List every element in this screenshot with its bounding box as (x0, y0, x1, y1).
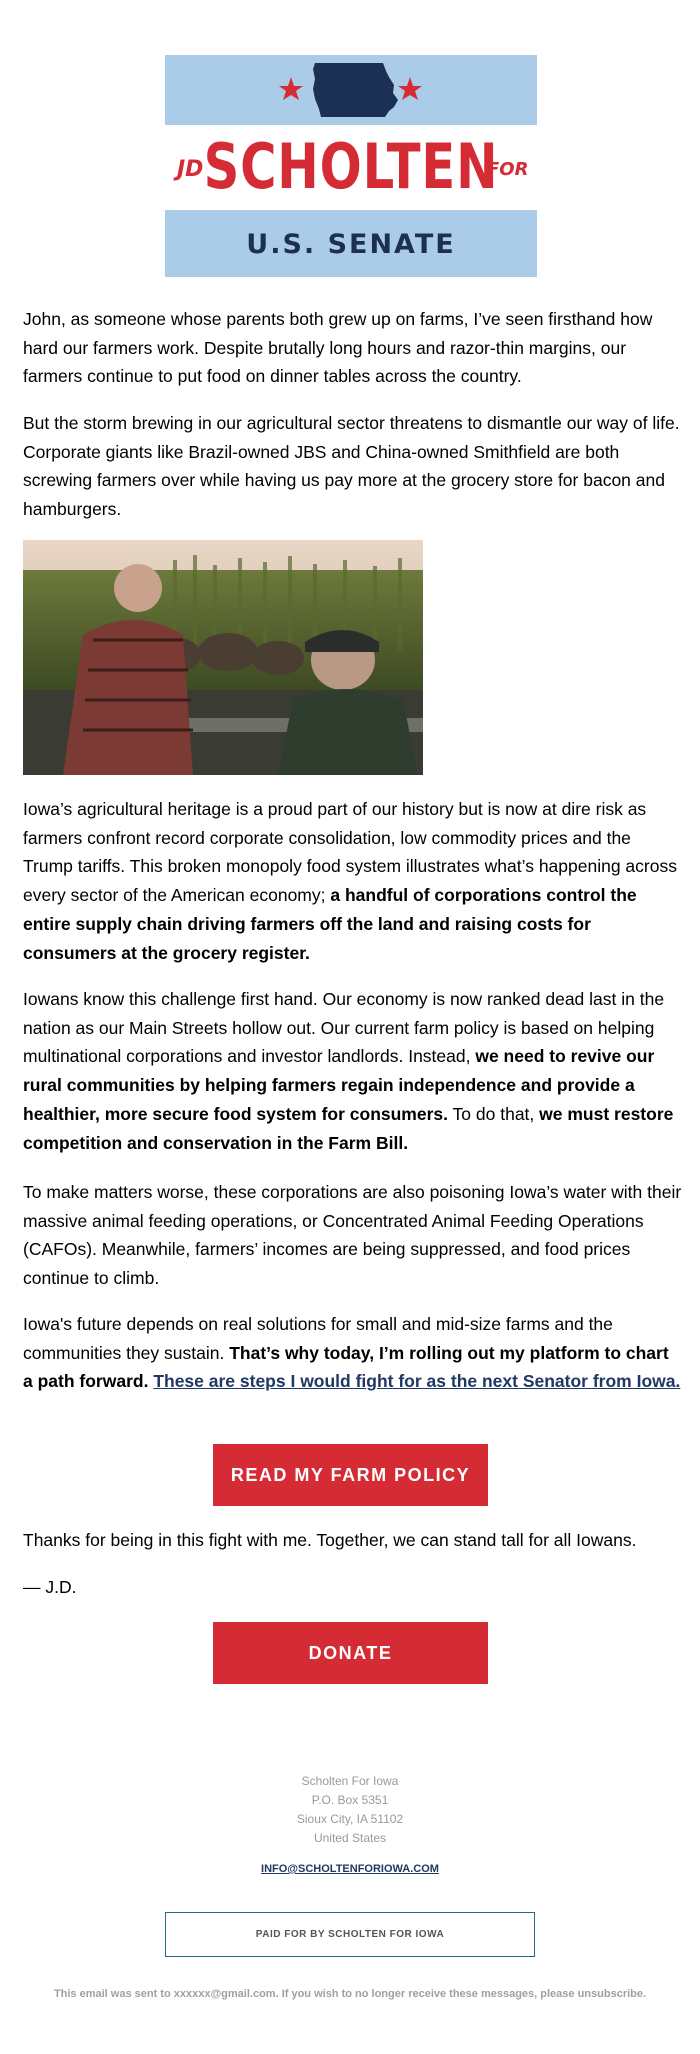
paid-for-disclaimer: PAID FOR BY SCHOLTEN FOR IOWA (165, 1912, 535, 1957)
donate-button[interactable]: DONATE (213, 1622, 488, 1684)
farmers-cattle-photo (23, 540, 423, 775)
paragraph-5: To make matters worse, these corporations are also poisoning Iowa’s water with their massive animal feeding operations, or Concentrated Animal Feeding Operations (CAFOs). Meanwhile, farmers’ incomes are being suppressed, and food prices continue to climb. (23, 1182, 682, 1289)
paragraph-6: Iowa's future depends on real solutions for small and mid-size farms and the communities they sustain. That’s why today, I’m rolling out my platform to chart a path forward. These are steps I would fight for as the next Senator from Iowa. (23, 1314, 681, 1392)
footer-country: United States (313, 1831, 387, 1845)
unsubscribe-notice[interactable]: This email was sent to xxxxxx@gmail.com. If you wish to no longer receive these messages, please unsubscribe. (53, 1988, 647, 2000)
star-icon-left (279, 77, 303, 100)
logo-for: FOR (487, 159, 529, 180)
campaign-logo (165, 55, 537, 277)
logo-senate: U.S. SENATE (246, 229, 456, 260)
star-icon-right (398, 77, 422, 100)
footer-email (0, 1863, 700, 1875)
paragraph-3: Iowa’s agricultural heritage is a proud part of our history but is now at dire risk as farmers confront record corporate consolidation, low commodity prices and the Trump tariffs. This broken monopoly food system illustrates what’s happening across every sector of the American economy; a handful of corporations control the entire supply chain driving farmers off the land and raising costs for consumers at the grocery register. (23, 799, 677, 963)
paragraph-2: But the storm brewing in our agricultural sector threatens to dismantle our way of life. Corporate giants like Brazil-owned JBS and China-owned Smithfield are both screwing farmers over while having us pay more at the grocery store for bacon and hamburgers. (23, 413, 680, 520)
footer-city: Sioux City, IA 51102 (296, 1812, 404, 1826)
paragraph-1: John, as someone whose parents both grew up on farms, I’ve seen firsthand how hard our farmers work. Despite brutally long hours and razor-thin margins, our farmers continue to put food on dinner tables across the country. (23, 309, 653, 387)
footer-po-box: P.O. Box 5351 (311, 1793, 389, 1807)
paragraph-4: Iowans know this challenge first hand. Our economy is now ranked dead last in the nation as our Main Streets hollow out. Our current farm policy is based on helping multinational corporations and investor landlords. Instead, we need to revive our rural communities by helping farmers regain independence and provide a healthier, more secure food system for consumers. To do that, we must restore competition and conservation in the Farm Bill. (23, 989, 674, 1153)
footer-address (0, 1772, 700, 1848)
paragraph-7: Thanks for being in this fight with me. Together, we can stand tall for all Iowans. (23, 1530, 637, 1550)
iowa-state-icon (313, 63, 398, 117)
logo-name: SCHOLTEN (203, 130, 499, 203)
signoff: — J.D. (23, 1577, 77, 1597)
read-farm-policy-button[interactable]: READ MY FARM POLICY (213, 1444, 488, 1506)
contact-email-link[interactable]: INFO@SCHOLTENFORIOWA.COM (261, 1863, 439, 1875)
footer-org: Scholten For Iowa (301, 1774, 399, 1788)
senator-steps-link[interactable]: These are steps I would fight for as the next Senator from Iowa. (153, 1371, 681, 1392)
logo-jd: JD (177, 157, 204, 182)
